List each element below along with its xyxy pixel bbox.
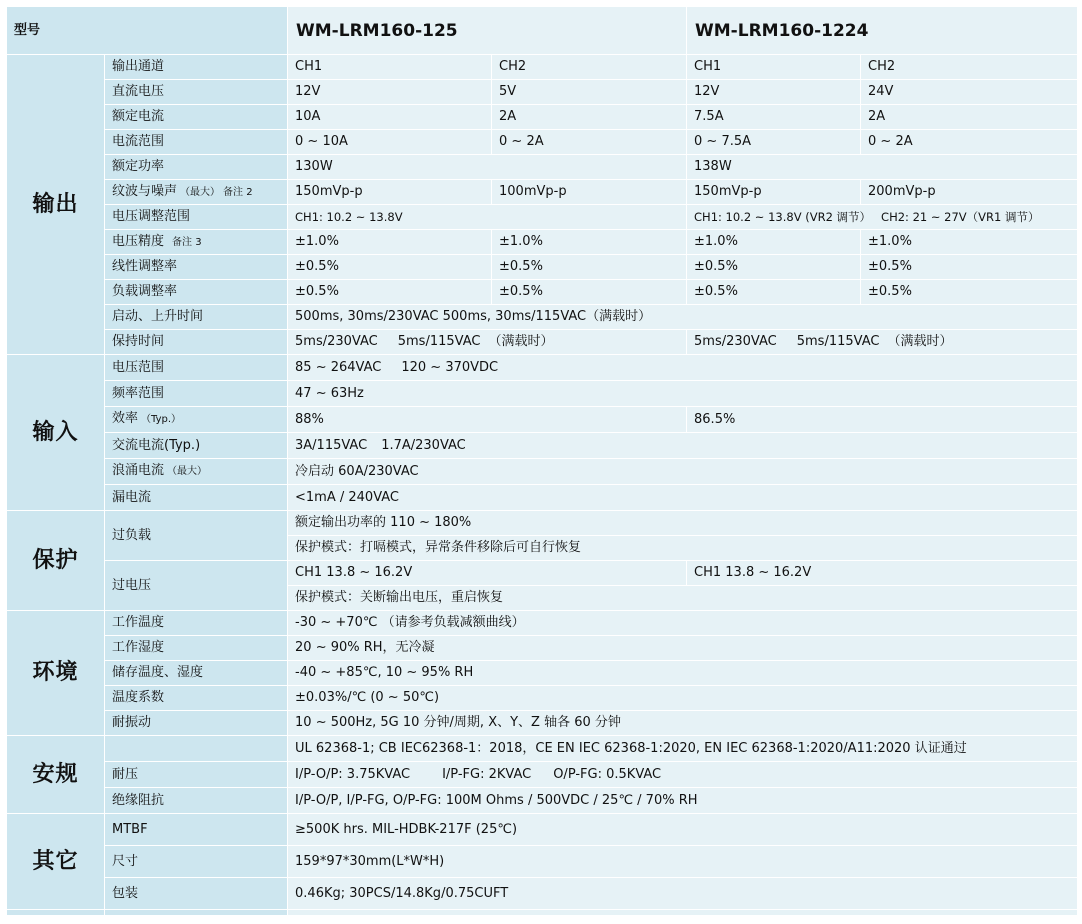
table-row xyxy=(7,459,1078,485)
row-label: 电压调整范围 xyxy=(105,205,288,230)
table-row xyxy=(7,330,1078,355)
row-label: 尺寸 xyxy=(105,846,288,878)
category-environment: 环境 xyxy=(7,611,105,736)
row-label: 耐压 xyxy=(105,762,288,788)
cell: 冷启动 60A/230VAC xyxy=(288,459,1078,485)
cell: ±0.5% xyxy=(687,280,861,305)
cell: 159*97*30mm(L*W*H) xyxy=(288,846,1078,878)
row-label: 工作温度 xyxy=(105,611,288,636)
row-label-text: 效率 xyxy=(112,411,139,426)
cell: 150mVp-p xyxy=(288,180,492,205)
cell: CH1 xyxy=(288,55,492,80)
row-label-note-max: （最大） xyxy=(180,186,221,198)
cell: 20 ~ 90% RH，无冷凝 xyxy=(288,636,1078,661)
row-label: 电压范围 xyxy=(105,355,288,381)
table-row xyxy=(7,305,1078,330)
cell: UL 62368-1; CB IEC62368-1：2018，CE EN IEC 62368-1:2020, EN IEC 62368-1:2020/A11:2020 认证通过 xyxy=(288,736,1078,762)
row-label: 启动、上升时间 xyxy=(105,305,288,330)
cell: 额定输出功率的 110 ~ 180% xyxy=(288,511,1078,536)
cell: ±0.5% xyxy=(492,280,687,305)
cell-part: （满载时） xyxy=(488,334,554,349)
cell: 12V xyxy=(687,80,861,105)
table-row xyxy=(7,155,1078,180)
table-row xyxy=(7,561,1078,586)
cell: ≥500K hrs. MIL-HDBK-217F (25℃) xyxy=(288,814,1078,846)
row-label: MTBF xyxy=(105,814,288,846)
cell: 保护模式：打嗝模式，异常条件移除后可自行恢复 xyxy=(288,536,1078,561)
table-row xyxy=(7,878,1078,910)
cell: ±0.03%/℃ (0 ~ 50℃) xyxy=(288,686,1078,711)
cell: ±1.0% xyxy=(492,230,687,255)
cell: CH2 xyxy=(492,55,687,80)
cell xyxy=(288,762,1078,788)
table-row xyxy=(7,355,1078,381)
category-partial xyxy=(7,910,105,916)
row-label: 电流范围 xyxy=(105,130,288,155)
cell: 10A xyxy=(288,105,492,130)
table-row xyxy=(7,180,1078,205)
table-row xyxy=(7,711,1078,736)
cell: 12V xyxy=(288,80,492,105)
cell: CH2 xyxy=(861,55,1078,80)
cell: 2A xyxy=(492,105,687,130)
cell: <1mA / 240VAC xyxy=(288,485,1078,511)
cell: 保护模式：关断输出电压，重启恢复 xyxy=(288,586,1078,611)
row-label-note: （Typ.） xyxy=(141,414,182,425)
table-row-partial xyxy=(7,910,1078,916)
row-label: 耐振动 xyxy=(105,711,288,736)
category-protection: 保护 xyxy=(7,511,105,611)
row-label xyxy=(105,407,288,433)
cell: ±1.0% xyxy=(687,230,861,255)
row-label: 过负载 xyxy=(105,511,288,561)
row-label xyxy=(105,180,288,205)
cell: ±1.0% xyxy=(861,230,1078,255)
cell: CH1: 10.2 ~ 13.8V xyxy=(288,205,687,230)
cell: 5V xyxy=(492,80,687,105)
row-label: 额定电流 xyxy=(105,105,288,130)
table-row xyxy=(7,55,1078,80)
row-label: 输出通道 xyxy=(105,55,288,80)
row-label-note: 备注 3 xyxy=(172,236,202,248)
cell: 138W xyxy=(687,155,1078,180)
cell: -30 ~ +70℃ （请参考负载减额曲线） xyxy=(288,611,1078,636)
cell: 2A xyxy=(861,105,1078,130)
table-row xyxy=(7,381,1078,407)
category-output: 输出 xyxy=(7,55,105,355)
cell xyxy=(687,205,1078,230)
row-label: 线性调整率 xyxy=(105,255,288,280)
cell: ±0.5% xyxy=(288,255,492,280)
model-name-2: WM-LRM160-1224 xyxy=(687,7,1078,55)
cell xyxy=(288,355,1078,381)
cell: 10 ~ 500Hz, 5G 10 分钟/周期, X、Y、Z 轴各 60 分钟 xyxy=(288,711,1078,736)
row-label: 频率范围 xyxy=(105,381,288,407)
table-row xyxy=(7,205,1078,230)
row-label: 直流电压 xyxy=(105,80,288,105)
cell-part: I/P-FG: 2KVAC xyxy=(442,766,532,782)
cell: ±1.0% xyxy=(288,230,492,255)
table-row xyxy=(7,636,1078,661)
cell-part: 120 ~ 370VDC xyxy=(401,359,499,375)
table-row xyxy=(7,485,1078,511)
row-label-text: 电压精度 xyxy=(112,233,165,249)
spec-table xyxy=(6,6,1078,916)
model-label: 型号 xyxy=(7,7,288,55)
cell: 200mVp-p xyxy=(861,180,1078,205)
cell xyxy=(288,330,687,355)
cell: 7.5A xyxy=(687,105,861,130)
table-row xyxy=(7,80,1078,105)
row-label: 储存温度、湿度 xyxy=(105,661,288,686)
cell-part: 5ms/115VAC xyxy=(397,334,481,349)
cell-part: （满载时） xyxy=(887,334,953,349)
cell-part: I/P-O/P: 3.75KVAC xyxy=(295,766,411,782)
cell-part: 5ms/230VAC xyxy=(694,334,777,349)
cell: CH1 13.8 ~ 16.2V xyxy=(687,561,1078,586)
header-row xyxy=(7,7,1078,55)
category-safety: 安规 xyxy=(7,736,105,814)
table-row xyxy=(7,230,1078,255)
row-label-partial xyxy=(105,910,288,916)
table-row xyxy=(7,846,1078,878)
cell: ±0.5% xyxy=(861,280,1078,305)
cell: ±0.5% xyxy=(687,255,861,280)
cell-part: 85 ~ 264VAC xyxy=(295,359,382,375)
row-label: 漏电流 xyxy=(105,485,288,511)
cell: CH1 xyxy=(687,55,861,80)
cell: ±0.5% xyxy=(492,255,687,280)
cell: 0 ~ 10A xyxy=(288,130,492,155)
row-label xyxy=(105,459,288,485)
row-label xyxy=(105,230,288,255)
cell-part: 3A/115VAC xyxy=(295,437,368,453)
category-input: 输入 xyxy=(7,355,105,511)
cell: 150mVp-p xyxy=(687,180,861,205)
cell: 0 ~ 2A xyxy=(861,130,1078,155)
table-row xyxy=(7,130,1078,155)
row-label: 温度系数 xyxy=(105,686,288,711)
row-label-text: 纹波与噪声 xyxy=(112,183,178,199)
table-row xyxy=(7,255,1078,280)
cell: 130W xyxy=(288,155,687,180)
cell: 88% xyxy=(288,407,687,433)
cell-part: 5ms/230VAC xyxy=(295,334,378,349)
cell-partial xyxy=(288,910,1078,916)
row-label xyxy=(105,736,288,762)
row-label: 绝缘阻抗 xyxy=(105,788,288,814)
cell: ±0.5% xyxy=(861,255,1078,280)
table-row xyxy=(7,280,1078,305)
cell xyxy=(288,433,1078,459)
cell: 100mVp-p xyxy=(492,180,687,205)
row-label: 负载调整率 xyxy=(105,280,288,305)
cell: 24V xyxy=(861,80,1078,105)
cell-part: 5ms/115VAC xyxy=(796,334,880,349)
row-label-note: （最大） xyxy=(167,466,208,477)
table-row xyxy=(7,661,1078,686)
cell: 500ms, 30ms/230VAC 500ms, 30ms/115VAC（满载时） xyxy=(288,305,1078,330)
cell: 0.46Kg; 30PCS/14.8Kg/0.75CUFT xyxy=(288,878,1078,910)
row-label-note: 备注 2 xyxy=(223,186,253,198)
row-label: 额定功率 xyxy=(105,155,288,180)
row-label: 包装 xyxy=(105,878,288,910)
cell: -40 ~ +85℃, 10 ~ 95% RH xyxy=(288,661,1078,686)
cell: ±0.5% xyxy=(288,280,492,305)
cell: 47 ~ 63Hz xyxy=(288,381,1078,407)
table-row xyxy=(7,736,1078,762)
cell-part: 1.7A/230VAC xyxy=(381,437,466,453)
cell xyxy=(687,330,1078,355)
table-row xyxy=(7,788,1078,814)
cell-part: CH2: 21 ~ 27V（VR1 调节） xyxy=(881,210,1040,224)
row-label-text: 浪涌电流 xyxy=(112,463,165,478)
row-label: 工作湿度 xyxy=(105,636,288,661)
row-label: 保持时间 xyxy=(105,330,288,355)
table-row xyxy=(7,814,1078,846)
cell: I/P-O/P, I/P-FG, O/P-FG: 100M Ohms / 500VDC / 25℃ / 70% RH xyxy=(288,788,1078,814)
table-row xyxy=(7,407,1078,433)
cell: 86.5% xyxy=(687,407,1078,433)
table-row xyxy=(7,105,1078,130)
table-row xyxy=(7,762,1078,788)
cell: CH1 13.8 ~ 16.2V xyxy=(288,561,687,586)
category-other: 其它 xyxy=(7,814,105,910)
model-name-1: WM-LRM160-125 xyxy=(288,7,687,55)
row-label: 过电压 xyxy=(105,561,288,611)
cell-part: O/P-FG: 0.5KVAC xyxy=(553,766,662,782)
table-row xyxy=(7,686,1078,711)
row-label: 交流电流(Typ.) xyxy=(105,433,288,459)
table-row xyxy=(7,433,1078,459)
table-row xyxy=(7,611,1078,636)
cell: 0 ~ 2A xyxy=(492,130,687,155)
cell-part: CH1: 10.2 ~ 13.8V (VR2 调节） xyxy=(694,210,872,224)
table-row xyxy=(7,511,1078,536)
cell: 0 ~ 7.5A xyxy=(687,130,861,155)
